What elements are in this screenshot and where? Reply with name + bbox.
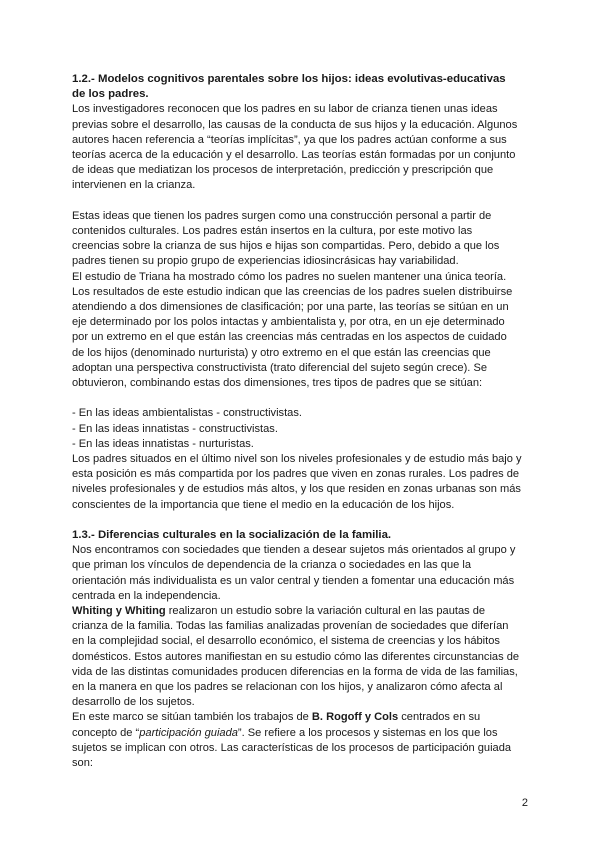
paragraph-text: ”. Se refiere a los procesos y sistemas en los que los sujetos se implican con otros. Las características de los procesos de participación guiada son:	[72, 726, 512, 770]
paragraph	[72, 710, 522, 771]
list-item: - En las ideas ambientalistas - constructivistas.	[72, 407, 302, 420]
paragraph	[72, 604, 522, 710]
section-heading-1-3: 1.3.- Diferencias culturales en la socialización de la familia.	[72, 529, 392, 542]
section-heading-1-2: 1.2.- Modelos cognitivos parentales sobre los hijos: ideas evolutivas-educativas de los padres.	[72, 73, 506, 101]
section-spacer	[72, 513, 522, 528]
paragraph: El estudio de Triana ha mostrado cómo los padres no suelen mantener una única teoría. Los resultados de este estudio indican que las creencias de los padres suelen distribuirse atendiendo a dos dimensiones de clasificación; por una parte, las teorías se sitúan en un eje determinado por los polos intactas y ambientalista y, por otra, en un eje determinado por un extremo en el que están las creencias más centradas en los aspectos de cuidado de los hijos (denominado nurturista) y otro extremo en el que están las creencias que adoptan una perspectiva constructivista (trato diferencial del sujeto según crece). Se obtuvieron, combinando estas dos dimensiones, tres tipos de padres que se sitúan:	[72, 270, 513, 390]
list-item: - En las ideas innatistas - constructivistas.	[72, 422, 278, 435]
page-number: 2	[521, 797, 528, 809]
paragraph-spacer	[72, 194, 522, 209]
paragraph-text: centrados en su concepto de “	[72, 711, 481, 739]
list-item: - En las ideas innatistas - nurturistas.	[72, 437, 254, 450]
paragraph: Nos encontramos con sociedades que tienden a desear sujetos más orientados al grupo y que priman los vínculos de dependencia de la crianza o sociedades en las que la orientación más individualista es un valor central y tienden a fomentar una educación más centrada en la independencia.	[72, 544, 516, 602]
paragraph-text: realizaron un estudio sobre la variación cultural en las pautas de crianza de la familia. Todas las familias analizadas provenían de sociedades que diferían en la complejidad social, el desarrollo económico, el sistema de creencias y los hábitos domésticos. Estos autores manifiestan en su estudio cómo las diferentes circunstancias de vida de las distintas comunidades producen diferencias en la forma de vida de las familias, en la manera en que los padres se relacionan con los hijos, y analizaron cómo afecta al desarrollo de los sujetos.	[72, 605, 520, 709]
paragraph: Los investigadores reconocen que los padres en su labor de crianza tienen unas ideas previas sobre el desarrollo, las causas de la conducta de sus hijos y la educación. Algunos autores hacen referencia a “teorías implícitas”, ya que los padres actúan conforme a sus teorías acerca de la educación y el desarrollo. Las teorías están formadas por un conjunto de ideas que mediatizan los procesos de interpretación, predicción y prescripción que intervienen en la crianza.	[72, 103, 518, 192]
paragraph-spacer	[72, 391, 522, 406]
paragraph: Estas ideas que tienen los padres surgen como una construcción personal a partir de contenidos culturales. Los padres están insertos en la cultura, por este motivo las creencias sobre la crianza de sus hijos e hijas son compartidas. Pero, debido a que los padres tienen su propio grupo de experiencias idiosincrásicas hay variabilidad.	[72, 209, 500, 268]
paragraph: Los padres situados en el último nivel son los niveles profesionales y de estudio más bajo y esta posición es más compartida por los padres que viven en zonas rurales. Los padres de niveles profesionales y de estudios más altos, y los que residen en zonas urbanas son más conscientes de la importancia que tiene el medio en la educación de los hijos.	[72, 453, 522, 511]
paragraph-text: En este marco se sitúan también los trabajos de	[72, 711, 312, 724]
author-name: B. Rogoff y Cols	[311, 711, 399, 724]
concept-term: participación guiada	[139, 726, 238, 739]
author-name: Whiting y Whiting	[72, 605, 166, 618]
